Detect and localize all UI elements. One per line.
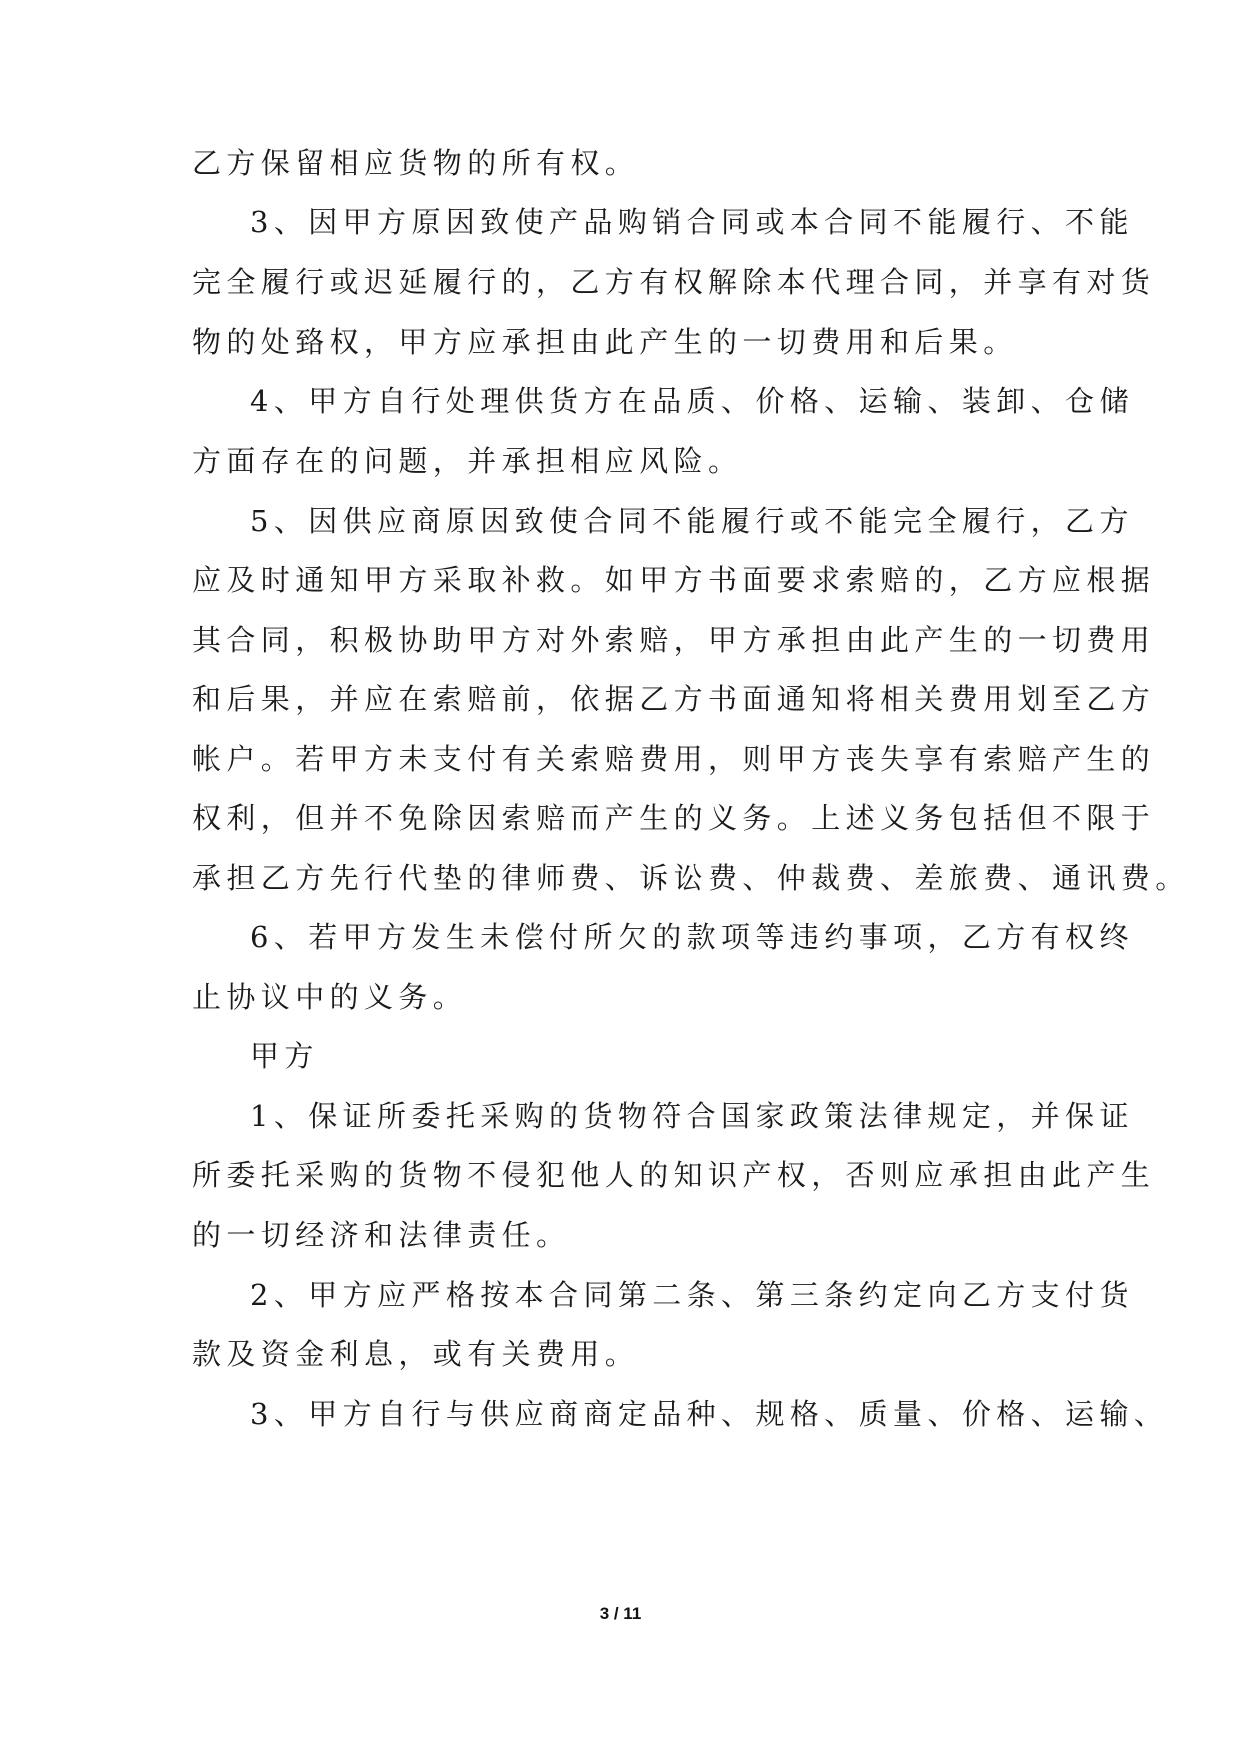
text-line: 帐户。若甲方未支付有关索赔费用，则甲方丧失享有索赔产生的 (192, 742, 1156, 776)
text-line: 6、若甲方发生未偿付所欠的款项等违约事项，乙方有权终 (250, 920, 1134, 954)
text-line: 4、甲方自行处理供货方在品质、价格、运输、装卸、仓储 (250, 384, 1134, 418)
text-line: 3、甲方自行与供应商商定品种、规格、质量、价格、运输、 (250, 1397, 1169, 1431)
text-line: 权利，但并不免除因索赔而产生的义务。上述义务包括但不限于 (192, 801, 1156, 835)
text-line: 完全履行或迟延履行的，乙方有权解除本代理合同，并享有对货 (192, 265, 1156, 299)
text-line: 其合同，积极协助甲方对外索赔，甲方承担由此产生的一切费用 (192, 623, 1156, 657)
text-line: 所委托采购的货物不侵犯他人的知识产权，否则应承担由此产生 (192, 1158, 1156, 1192)
text-line: 5、因供应商原因致使合同不能履行或不能完全履行，乙方 (250, 504, 1134, 538)
text-line: 物的处臵权，甲方应承担由此产生的一切费用和后果。 (192, 325, 1018, 359)
text-line: 承担乙方先行代垫的律师费、诉讼费、仲裁费、差旅费、通讯费。 (192, 861, 1190, 895)
text-line: 3、因甲方原因致使产品购销合同或本合同不能履行、不能 (250, 205, 1134, 239)
text-line: 的一切经济和法律责任。 (192, 1218, 571, 1252)
text-line: 乙方保留相应货物的所有权。 (192, 146, 640, 180)
text-line: 止协议中的义务。 (192, 980, 468, 1014)
page-number: 3 / 11 (599, 1604, 642, 1623)
text-line: 1、保证所委托采购的货物符合国家政策法律规定，并保证 (250, 1099, 1134, 1133)
text-line: 款及资金利息，或有关费用。 (192, 1337, 640, 1371)
text-line: 方面存在的问题，并承担相应风险。 (192, 444, 743, 478)
text-line: 2、甲方应严格按本合同第二条、第三条约定向乙方支付货 (250, 1278, 1134, 1312)
text-line: 应及时通知甲方采取补救。如甲方书面要求索赔的，乙方应根据 (192, 563, 1156, 597)
text-line: 和后果，并应在索赔前，依据乙方书面通知将相关费用划至乙方 (192, 682, 1156, 716)
section-heading: 甲方 (250, 1039, 319, 1073)
